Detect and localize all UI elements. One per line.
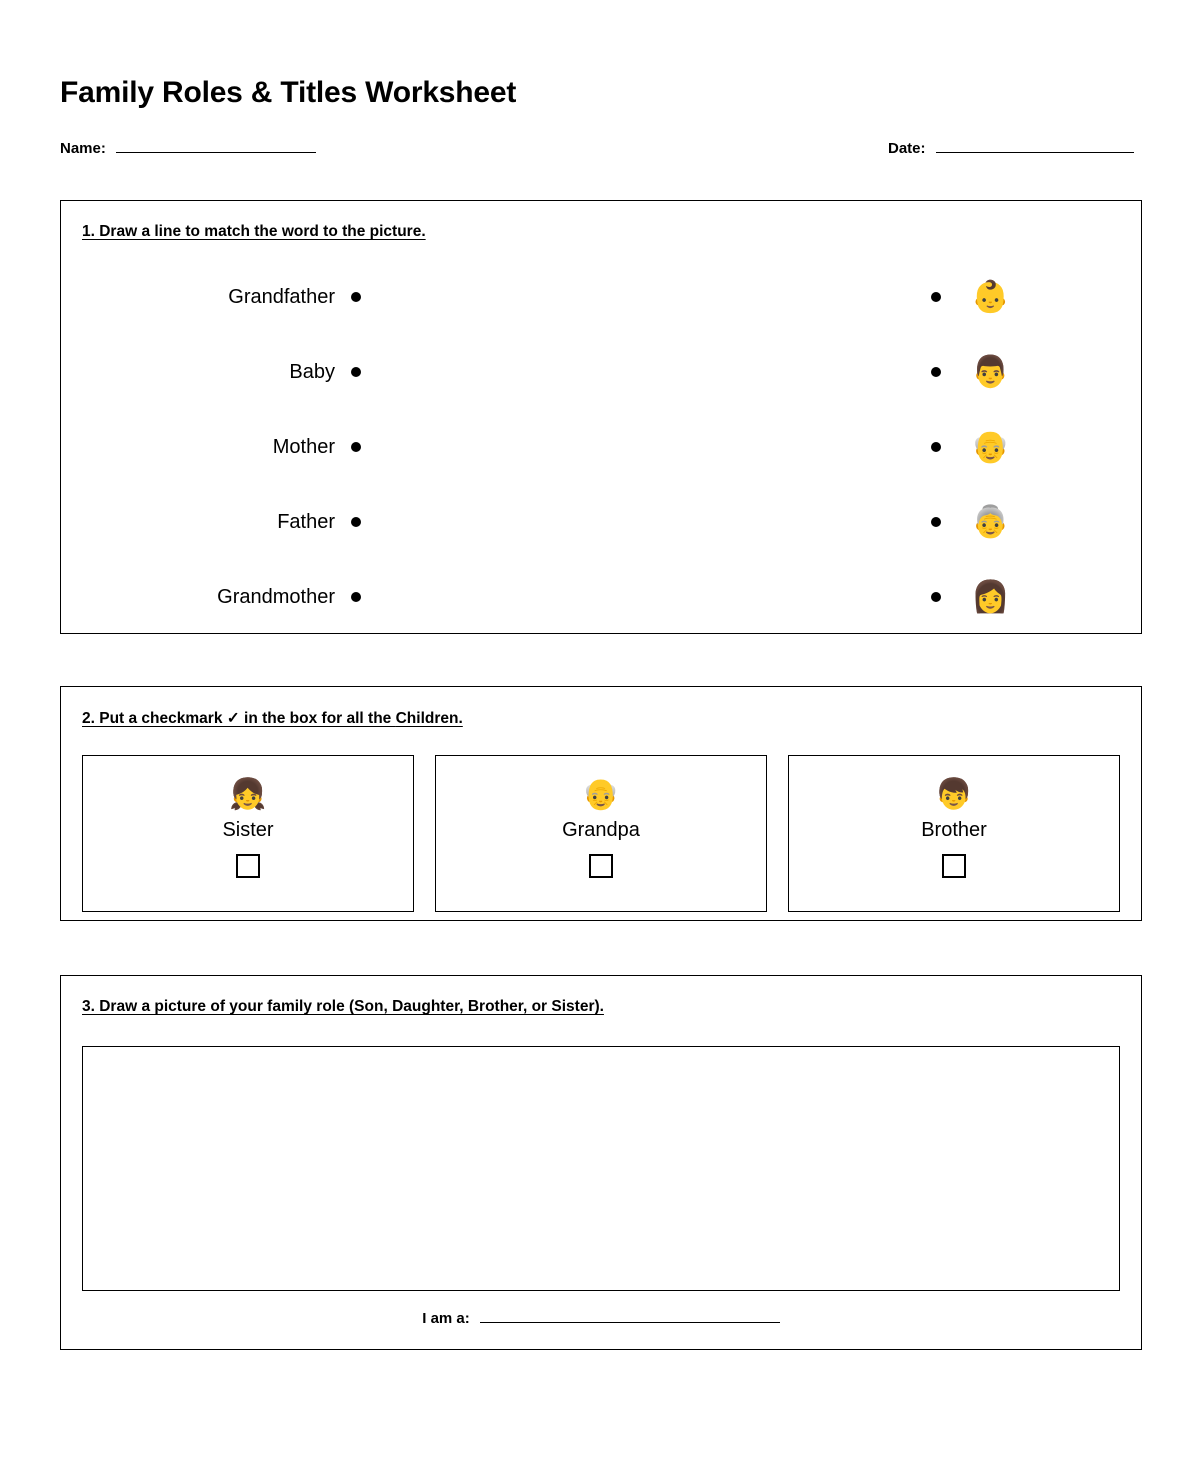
baby-face-emoji: 👶 [971,279,1010,314]
i-am-a-input-line[interactable] [480,1310,780,1323]
section-2-instruction-suffix: . [458,710,463,727]
match-picture-connector-dot[interactable] [931,367,941,377]
boy-face-emoji: 👦 [935,778,973,811]
section-2-instruction-keyword: Children [395,710,459,727]
date-label: Date: [888,140,926,157]
match-row [61,259,1141,334]
match-word-connector-dot[interactable] [351,592,361,602]
man-face-emoji: 👨 [971,354,1010,389]
option-card-label: Brother [921,819,987,841]
option-card-label: Sister [222,819,274,841]
match-word-connector-dot[interactable] [351,292,361,302]
match-word: Baby [289,360,335,383]
match-picture-connector-dot[interactable] [931,292,941,302]
match-picture-connector-dot[interactable] [931,592,941,602]
i-am-a-label: I am a: [422,1310,470,1327]
date-field-row [888,140,1134,157]
option-cards [82,755,1120,912]
option-card-brother[interactable] [788,755,1120,912]
girl-face-emoji: 👧 [229,778,267,811]
match-word: Grandmother [217,585,335,608]
match-picture-connector-dot[interactable] [931,517,941,527]
older-man-face-emoji: 👴 [582,778,620,811]
match-word: Father [277,510,335,533]
match-word-connector-dot[interactable] [351,367,361,377]
match-word-connector-dot[interactable] [351,517,361,527]
section-3-instruction: 3. Draw a picture of your family role (Son, Daughter, Brother, or Sister). [82,998,604,1015]
match-word-group [61,587,361,607]
section-2-instruction [82,709,463,728]
page-title: Family Roles & Titles Worksheet [60,76,517,109]
match-row [61,484,1141,559]
section-matching [60,200,1142,634]
name-label: Name: [60,140,106,157]
match-word: Grandfather [228,285,335,308]
match-row [61,409,1141,484]
match-picture-group [931,581,1010,612]
section-2-instruction-prefix: 2. Put a checkmark ✓ in the box for all the [82,710,396,727]
match-picture-group [931,356,1010,387]
checkbox-sister[interactable] [236,854,260,878]
older-man-face-emoji: 👴 [971,429,1010,464]
match-word-connector-dot[interactable] [351,442,361,452]
drawing-area[interactable] [82,1046,1120,1291]
option-card-grandpa[interactable] [435,755,767,912]
match-row [61,559,1141,634]
checkbox-brother[interactable] [942,854,966,878]
match-word-group [61,437,361,457]
match-row [61,334,1141,409]
match-picture-group [931,281,1010,312]
section-1-instruction: 1. Draw a line to match the word to the picture. [82,223,426,240]
match-word-group [61,512,361,532]
woman-face-emoji: 👩 [971,579,1010,614]
match-word: Mother [272,435,335,458]
matching-rows [61,259,1141,634]
i-am-a-row [61,1310,1141,1327]
name-input-line[interactable] [116,140,316,153]
match-word-group [61,362,361,382]
option-card-sister[interactable] [82,755,414,912]
option-card-label: Grandpa [562,819,640,841]
older-woman-face-emoji: 👵 [971,504,1010,539]
match-picture-group [931,506,1010,537]
match-picture-connector-dot[interactable] [931,442,941,452]
checkbox-grandpa[interactable] [589,854,613,878]
section-checkmark-children [60,686,1142,921]
date-input-line[interactable] [936,140,1134,153]
name-field-row [60,140,316,157]
match-picture-group [931,431,1010,462]
section-drawing [60,975,1142,1350]
match-word-group [61,287,361,307]
